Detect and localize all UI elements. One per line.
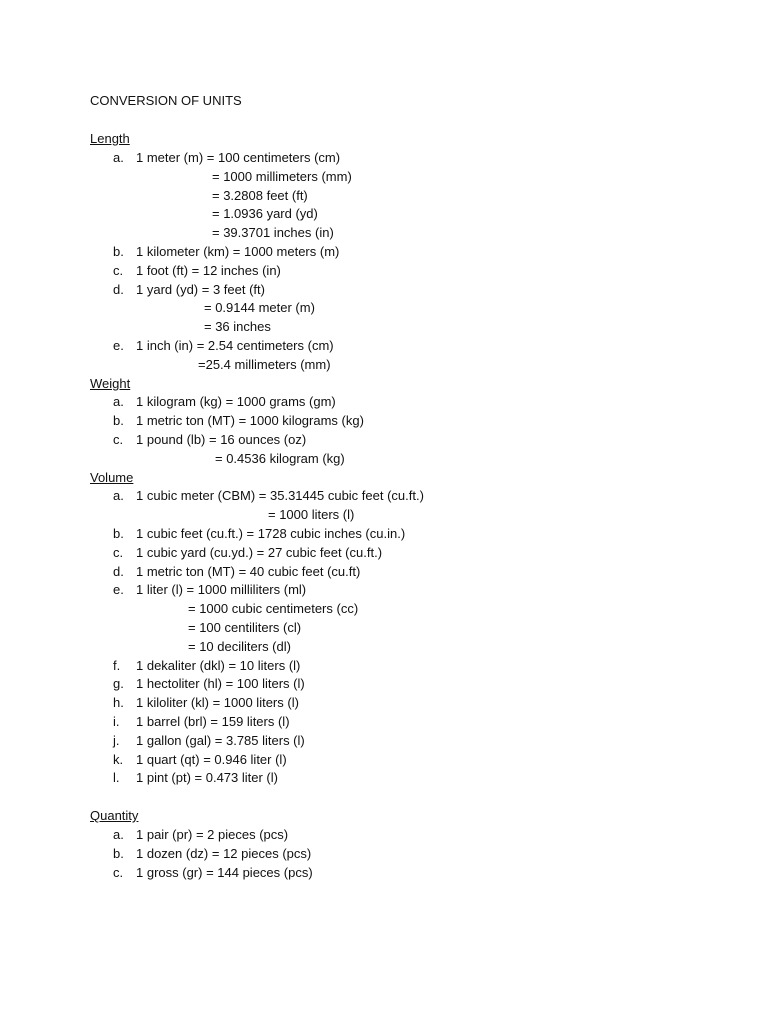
item-text: = 3.2808 feet (ft) xyxy=(212,188,308,203)
item-label: d. xyxy=(113,564,124,579)
item-text: 1 quart (qt) = 0.946 liter (l) xyxy=(136,752,287,767)
item-text: 1 foot (ft) = 12 inches (in) xyxy=(136,263,281,278)
item-label: a. xyxy=(113,394,124,409)
section-heading-volume: Volume xyxy=(90,470,134,485)
item-label: f. xyxy=(113,658,121,673)
item-text: 1 meter (m) = 100 centimeters (cm) xyxy=(136,150,341,165)
section-heading-weight: Weight xyxy=(90,376,131,391)
item-text: 1 gross (gr) = 144 pieces (pcs) xyxy=(136,865,313,880)
item-text: 1 pair (pr) = 2 pieces (pcs) xyxy=(136,827,289,842)
item-text: 1 liter (l) = 1000 milliliters (ml) xyxy=(136,582,307,597)
item-text: 1 hectoliter (hl) = 100 liters (l) xyxy=(136,676,305,691)
item-text: 1 kiloliter (kl) = 1000 liters (l) xyxy=(136,695,299,710)
page-title: CONVERSION OF UNITS xyxy=(90,93,242,108)
item-label: c. xyxy=(113,263,124,278)
item-text: 1 barrel (brl) = 159 liters (l) xyxy=(136,714,290,729)
item-label: e. xyxy=(113,582,124,597)
item-text: =25.4 millimeters (mm) xyxy=(198,357,331,372)
item-text: 1 dozen (dz) = 12 pieces (pcs) xyxy=(136,846,312,861)
item-text: = 10 deciliters (dl) xyxy=(188,639,291,654)
item-label: a. xyxy=(113,150,124,165)
item-text: 1 yard (yd) = 3 feet (ft) xyxy=(136,282,265,297)
section-heading-length: Length xyxy=(90,131,130,146)
item-text: = 1000 millimeters (mm) xyxy=(212,169,352,184)
item-text: = 1000 liters (l) xyxy=(268,507,355,522)
item-text: = 1.0936 yard (yd) xyxy=(212,206,318,221)
item-label: k. xyxy=(113,752,124,767)
item-text: 1 cubic meter (CBM) = 35.31445 cubic feet (cu.ft.) xyxy=(136,488,424,503)
item-label: c. xyxy=(113,432,124,447)
item-text: = 36 inches xyxy=(204,319,271,334)
item-text: 1 metric ton (MT) = 40 cubic feet (cu.ft) xyxy=(136,564,361,579)
item-text: = 1000 cubic centimeters (cc) xyxy=(188,601,359,616)
item-text: 1 dekaliter (dkl) = 10 liters (l) xyxy=(136,658,301,673)
item-label: c. xyxy=(113,865,124,880)
item-label: a. xyxy=(113,488,124,503)
item-text: 1 gallon (gal) = 3.785 liters (l) xyxy=(136,733,305,748)
item-text: 1 cubic feet (cu.ft.) = 1728 cubic inches (cu.in.) xyxy=(136,526,406,541)
item-text: 1 cubic yard (cu.yd.) = 27 cubic feet (cu.ft.) xyxy=(136,545,383,560)
item-text: = 39.3701 inches (in) xyxy=(212,225,334,240)
item-label: b. xyxy=(113,244,124,259)
item-text: 1 kilometer (km) = 1000 meters (m) xyxy=(136,244,340,259)
item-label: g. xyxy=(113,676,124,691)
section-heading-quantity: Quantity xyxy=(90,808,139,823)
item-text: = 0.4536 kilogram (kg) xyxy=(215,451,345,466)
item-label: c. xyxy=(113,545,124,560)
item-text: 1 kilogram (kg) = 1000 grams (gm) xyxy=(136,394,336,409)
item-text: 1 metric ton (MT) = 1000 kilograms (kg) xyxy=(136,413,364,428)
item-label: e. xyxy=(113,338,124,353)
item-label: h. xyxy=(113,695,124,710)
item-text: 1 pound (lb) = 16 ounces (oz) xyxy=(136,432,307,447)
item-label: d. xyxy=(113,282,124,297)
item-label: b. xyxy=(113,413,124,428)
item-text: 1 inch (in) = 2.54 centimeters (cm) xyxy=(136,338,334,353)
item-label: i. xyxy=(113,714,120,729)
item-text: 1 pint (pt) = 0.473 liter (l) xyxy=(136,770,278,785)
item-label: b. xyxy=(113,526,124,541)
item-text: = 100 centiliters (cl) xyxy=(188,620,302,635)
item-label: l. xyxy=(113,770,120,785)
item-label: a. xyxy=(113,827,124,842)
item-label: j. xyxy=(113,733,120,748)
item-text: = 0.9144 meter (m) xyxy=(204,300,315,315)
item-label: b. xyxy=(113,846,124,861)
